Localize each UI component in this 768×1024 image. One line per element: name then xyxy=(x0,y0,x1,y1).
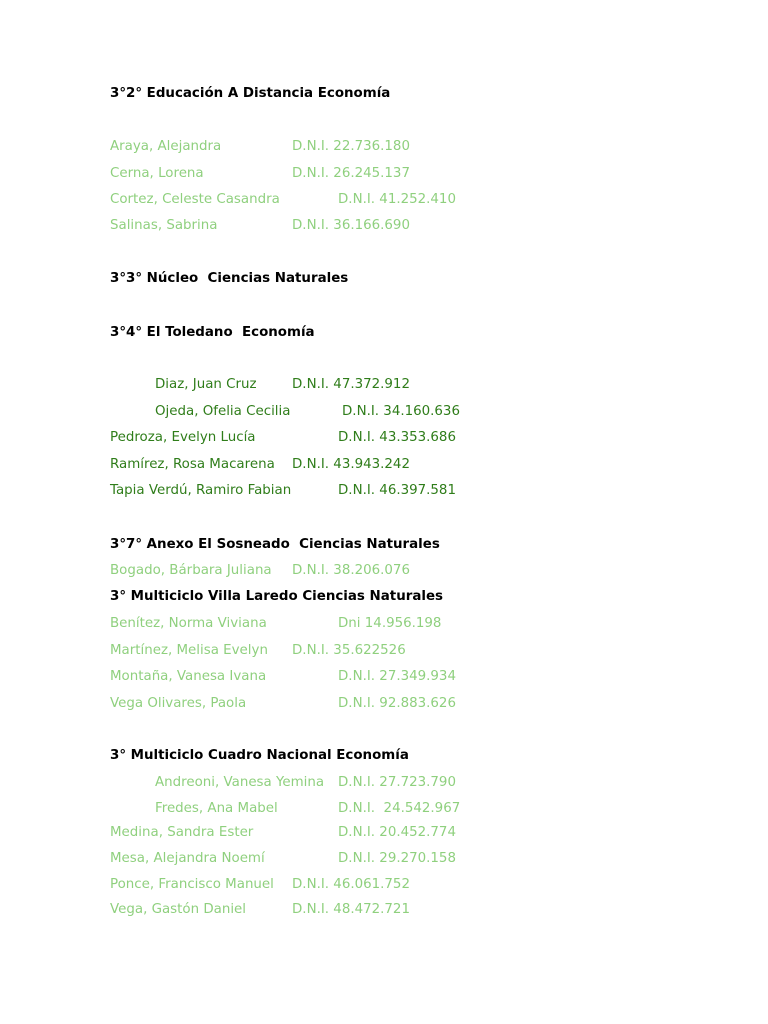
section-heading: 3° Multiciclo Villa Laredo Ciencias Naturales xyxy=(110,589,444,604)
student-dni: D.N.I. 41.252.410 xyxy=(338,192,456,207)
student-dni: D.N.I. 38.206.076 xyxy=(292,563,410,578)
student-name: Vega Olivares, Paola xyxy=(110,696,247,711)
student-name: Diaz, Juan Cruz xyxy=(155,377,257,392)
student-dni: D.N.I. 43.353.686 xyxy=(338,430,456,445)
student-dni: D.N.I. 27.723.790 xyxy=(338,775,456,790)
student-dni: D.N.I. 27.349.934 xyxy=(338,669,456,684)
student-name: Cerna, Lorena xyxy=(110,166,204,181)
student-dni: D.N.I. 35.622526 xyxy=(292,643,406,658)
student-name: Medina, Sandra Ester xyxy=(110,825,254,840)
student-dni: D.N.I. 34.160.636 xyxy=(342,404,460,419)
student-name: Cortez, Celeste Casandra xyxy=(110,192,280,207)
section-heading: 3°3° Núcleo Ciencias Naturales xyxy=(110,271,349,286)
student-name: Araya, Alejandra xyxy=(110,139,222,154)
student-dni: D.N.I. 36.166.690 xyxy=(292,218,410,233)
section-heading: 3° Multiciclo Cuadro Nacional Economía xyxy=(110,748,409,763)
student-name: Vega, Gastón Daniel xyxy=(110,902,247,917)
student-dni: D.N.I. 43.943.242 xyxy=(292,457,410,472)
student-name: Andreoni, Vanesa Yemina xyxy=(155,775,325,790)
student-dni: D.N.I. 20.452.774 xyxy=(338,825,456,840)
student-name: Martínez, Melisa Evelyn xyxy=(110,643,268,658)
student-name: Tapia Verdú, Ramiro Fabian xyxy=(110,483,292,498)
section-heading: 3°4° El Toledano Economía xyxy=(110,325,315,340)
student-name: Ponce, Francisco Manuel xyxy=(110,877,274,892)
student-dni: D.N.I. 24.542.967 xyxy=(338,801,461,816)
student-name: Salinas, Sabrina xyxy=(110,218,218,233)
student-dni: D.N.I. 46.397.581 xyxy=(338,483,456,498)
section-heading: 3°2° Educación A Distancia Economía xyxy=(110,86,391,101)
student-name: Ojeda, Ofelia Cecilia xyxy=(155,404,291,419)
student-dni: D.N.I. 29.270.158 xyxy=(338,851,456,866)
student-name: Ramírez, Rosa Macarena xyxy=(110,457,275,472)
student-dni: D.N.I. 47.372.912 xyxy=(292,377,410,392)
student-dni: D.N.I. 22.736.180 xyxy=(292,139,410,154)
student-name: Pedroza, Evelyn Lucía xyxy=(110,430,256,445)
student-dni: D.N.I. 46.061.752 xyxy=(292,877,410,892)
student-dni: D.N.I. 26.245.137 xyxy=(292,166,410,181)
student-name: Mesa, Alejandra Noemí xyxy=(110,851,265,866)
student-name: Benítez, Norma Viviana xyxy=(110,616,267,631)
student-name: Montaña, Vanesa Ivana xyxy=(110,669,267,684)
student-name: Fredes, Ana Mabel xyxy=(155,801,278,816)
student-dni: D.N.I. 92.883.626 xyxy=(338,696,456,711)
student-name: Bogado, Bárbara Juliana xyxy=(110,563,272,578)
student-dni: D.N.I. 48.472.721 xyxy=(292,902,410,917)
student-dni: Dni 14.956.198 xyxy=(338,616,442,631)
section-heading: 3°7° Anexo El Sosneado Ciencias Naturales xyxy=(110,537,440,552)
